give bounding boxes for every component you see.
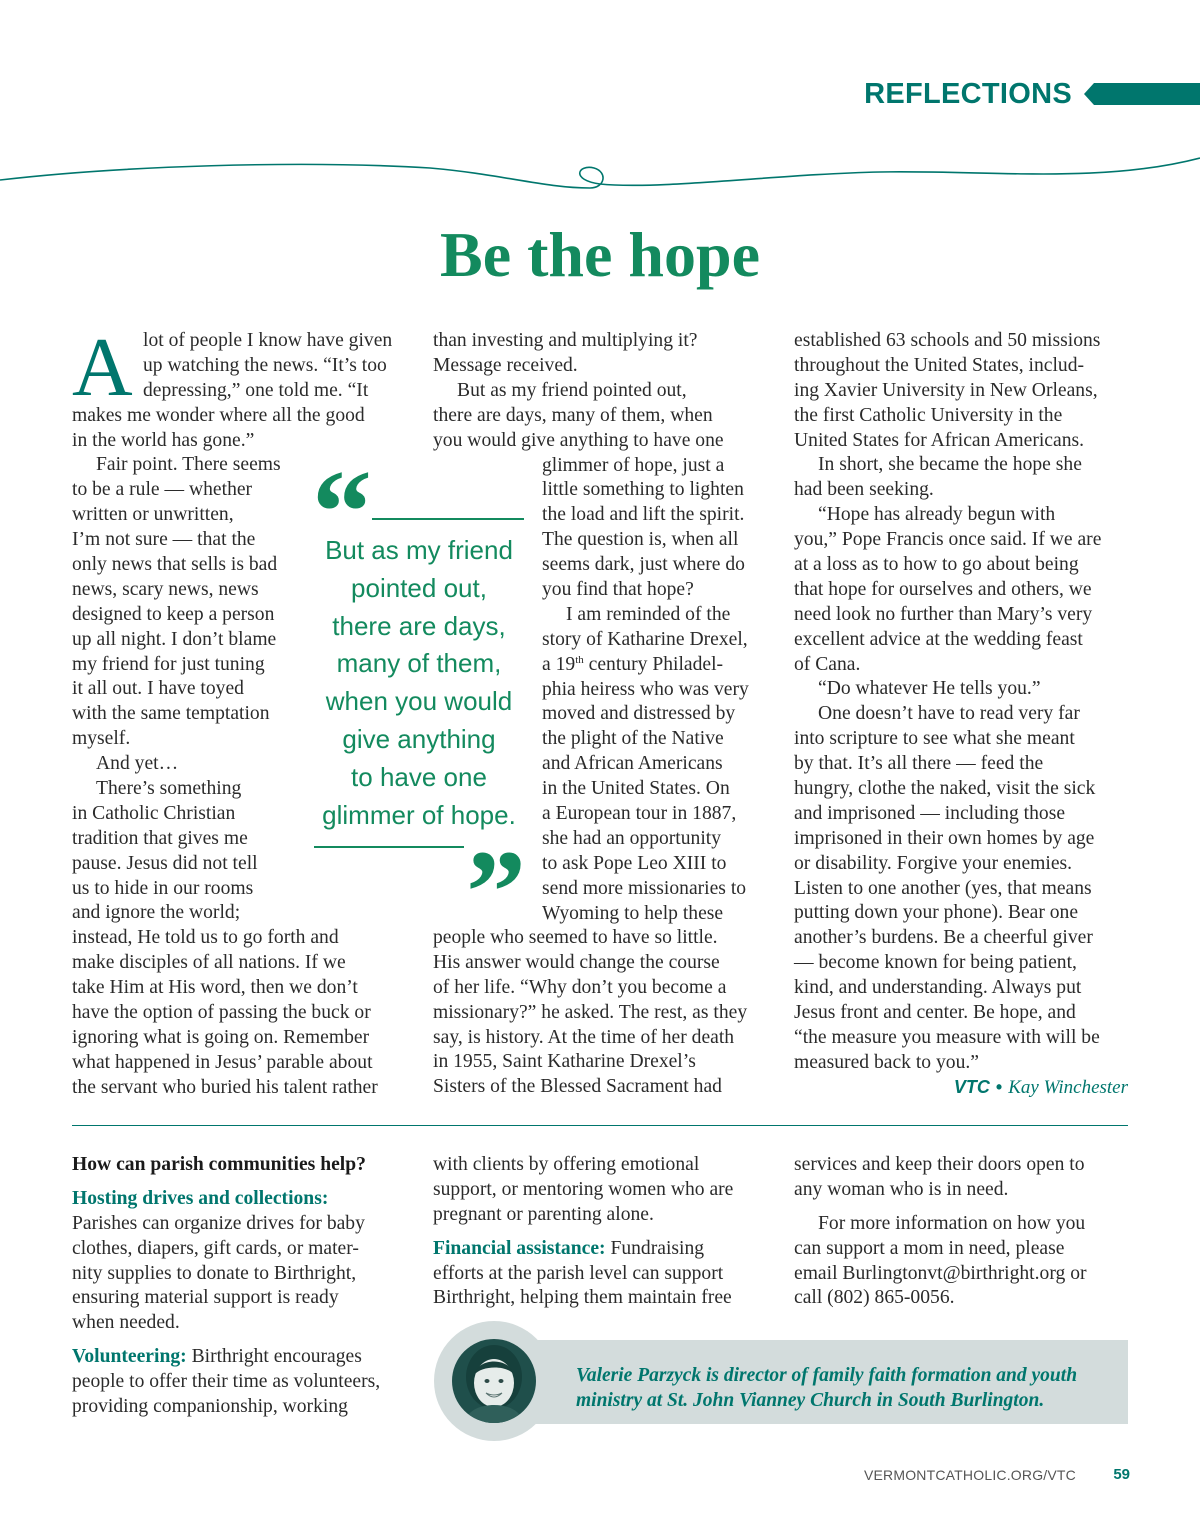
text-line: the first Catholic University in the	[794, 404, 1063, 426]
text-line: Message received.	[433, 354, 578, 376]
sidebar-term-hosting: Hosting drives and collections:	[72, 1187, 329, 1209]
author-photo-image	[452, 1339, 536, 1423]
drop-cap: A	[72, 321, 133, 414]
text-line: than investing and multiplying it?	[433, 330, 698, 351]
text-line: in 1955, Saint Katharine Drexel’s	[433, 1051, 696, 1073]
footer-url: VERMONTCATHOLIC.ORG/VTC	[863, 1467, 1076, 1483]
text-fragment: Fundraising	[605, 1237, 705, 1259]
text-line: established 63 schools and 50 missions	[794, 330, 1101, 351]
text-line: written or unwritten,	[72, 504, 234, 526]
pullquote-line: glimmer of hope.	[322, 799, 516, 830]
text-line: there are days, many of them, when	[433, 404, 713, 426]
text-line: support, or mentoring women who are	[433, 1178, 734, 1200]
text-line: news, scary news, news	[72, 578, 259, 600]
text-fragment: a 19	[542, 653, 576, 675]
text-line: missionary?” he asked. The rest, as they	[433, 1001, 748, 1023]
text-line: providing companionship, working	[72, 1396, 348, 1418]
text-line: depressing,” one told me. “It	[143, 379, 369, 401]
text-line: throughout the United States, includ-	[794, 354, 1085, 376]
text-line: another’s burdens. Be a cheerful giver	[794, 927, 1093, 949]
sidebar-term-volunteering: Volunteering:	[72, 1346, 187, 1368]
text-line: people who seemed to have so little.	[433, 927, 718, 948]
text-line: at a loss as to how to go about being	[794, 554, 1079, 576]
text-line: phia heiress who was very	[542, 678, 749, 700]
text-line: my friend for just tuning	[72, 653, 265, 675]
text-line: — become known for being patient,	[794, 952, 1077, 974]
text-line: that hope for ourselves and others, we	[794, 578, 1092, 600]
article-title: Be the hope	[440, 219, 760, 290]
text-line: Birthright, helping them maintain free	[433, 1287, 732, 1309]
text-line: seems dark, just where do	[542, 554, 745, 576]
article-column-3	[794, 329, 1101, 1076]
text-line: send more missionaries to	[542, 877, 747, 899]
text-line: people to offer their time as volunteers,	[72, 1371, 381, 1393]
text-line: But as my friend pointed out,	[457, 379, 687, 401]
sidebar-heading: How can parish communities help?	[72, 1154, 366, 1175]
text-line: Listen to one another (yes, that means	[794, 877, 1092, 899]
text-line: putting down your phone). Bear one	[794, 902, 1079, 924]
text-line: by that. It’s all there — feed the	[794, 753, 1044, 775]
text-line: of Cana.	[794, 653, 861, 675]
section-divider	[72, 1125, 1128, 1126]
text-line: in Catholic Christian	[72, 802, 236, 824]
text-line: pause. Jesus did not tell	[72, 852, 258, 874]
superscript: th	[575, 653, 584, 666]
text-line: ensuring material support is ready	[72, 1287, 339, 1309]
section-label: REFLECTIONS	[864, 78, 1072, 110]
text-line: measured back to you.”	[794, 1051, 979, 1073]
text-line: of her life. “Why don’t you become a	[433, 976, 727, 998]
text-line: story of Katharine Drexel,	[542, 628, 748, 650]
text-line: “Do whatever He tells you.”	[818, 678, 1041, 700]
text-line: you,” Pope Francis once said. If we are	[794, 529, 1102, 551]
text-line	[72, 1345, 380, 1370]
text-line: myself.	[72, 728, 131, 750]
text-line: can support a mom in need, please	[794, 1237, 1065, 1259]
text-line: One doesn’t have to read very far	[818, 703, 1080, 725]
text-line: up all night. I don’t blame	[72, 628, 277, 650]
sidebar-column-3	[794, 1153, 1087, 1311]
text-fragment: Birthright encourages	[186, 1346, 362, 1368]
text-line: United States for African Americans.	[794, 429, 1085, 451]
bio-line: ministry at St. John Vianney Church in South Burlington.	[576, 1390, 1045, 1411]
sidebar-column-1	[72, 1153, 380, 1420]
text-line: nity supplies to donate to Birthright,	[72, 1262, 357, 1284]
text-line: excellent advice at the wedding feast	[794, 628, 1083, 650]
article-column-2-narrow	[542, 454, 749, 927]
text-line: And yet…	[96, 753, 179, 775]
text-line: and ignore the world;	[72, 902, 241, 924]
article-column-2-top	[433, 329, 724, 453]
text-line: up watching the news. “It’s too	[143, 354, 387, 376]
text-line	[542, 653, 749, 678]
bio-line: Valerie Parzyck is director of family faith formation and youth	[576, 1365, 1078, 1386]
author-name: Kay Winchester	[1008, 1077, 1128, 1098]
text-line: glimmer of hope, just a	[542, 454, 725, 476]
text-line: to be a rule — whether	[72, 479, 253, 501]
text-line: in the world has gone.”	[72, 429, 255, 451]
pullquote-line: many of them,	[336, 648, 502, 679]
pullquote-line: pointed out,	[351, 572, 487, 603]
text-line: clothes, diapers, gift cards, or mater-	[72, 1237, 359, 1259]
text-line: I’m not sure — that the	[72, 529, 256, 551]
pullquote-close-mark: ”	[466, 825, 526, 958]
author-bio	[576, 1363, 1077, 1413]
text-line: in the United States. On	[542, 778, 730, 800]
decorative-swash	[0, 150, 1200, 210]
text-line: need look no further than Mary’s very	[794, 603, 1093, 625]
text-line: ing Xavier University in New Orleans,	[794, 379, 1098, 401]
sidebar-term-financial: Financial assistance:	[433, 1237, 606, 1259]
text-line: hungry, clothe the naked, visit the sick	[794, 778, 1096, 800]
text-line: Sisters of the Blessed Sacrament had	[433, 1076, 722, 1098]
text-line: with clients by offering emotional	[433, 1154, 700, 1175]
text-line: moved and distressed by	[542, 703, 736, 725]
author-photo	[452, 1339, 536, 1423]
text-line: when needed.	[72, 1312, 180, 1334]
section-tab-decoration	[1084, 83, 1200, 105]
text-line: you find that hope?	[542, 578, 694, 600]
text-line: and African Americans	[542, 753, 723, 775]
pullquote-rule-top	[372, 518, 524, 520]
text-line: kind, and understanding. Always put	[794, 977, 1082, 999]
text-fragment: century Philadel-	[583, 653, 724, 675]
text-line: into scripture to see what she meant	[794, 728, 1075, 750]
text-line: make disciples of all nations. If we	[72, 952, 346, 974]
article-column-2-bottom	[433, 926, 747, 1100]
author-signoff	[954, 1077, 1128, 1099]
text-line: Parishes can organize drives for baby	[72, 1212, 365, 1234]
text-line: she had an opportunity	[542, 827, 722, 849]
text-line: it all out. I have toyed	[72, 678, 244, 700]
text-line: you would give anything to have one	[433, 429, 724, 451]
pullquote-line: there are days,	[332, 610, 506, 641]
pullquote-line: give anything	[342, 723, 496, 754]
text-line: any woman who is in need.	[794, 1178, 1009, 1200]
pullquote-line: But as my friend	[325, 535, 513, 565]
text-line: In short, she became the hope she	[818, 454, 1082, 476]
text-line: say, is history. At the time of her death	[433, 1026, 735, 1048]
text-line: imprisoned in their own homes by age	[794, 827, 1095, 849]
pullquote-line: when you would	[325, 686, 513, 717]
text-line: pregnant or parenting alone.	[433, 1203, 654, 1225]
pullquote-line: to have one	[351, 761, 487, 792]
brand-mark: VTC	[953, 1077, 990, 1097]
text-line: and imprisoned — including those	[794, 802, 1066, 824]
text-line: For more information on how you	[818, 1212, 1086, 1234]
sidebar-column-2	[433, 1153, 733, 1311]
text-line: ignoring what is going on. Remember	[72, 1026, 370, 1048]
text-line: There’s something	[96, 778, 242, 800]
text-line: services and keep their doors open to	[794, 1154, 1085, 1175]
text-line: Fair point. There seems	[96, 454, 281, 476]
pullquote	[314, 532, 524, 834]
text-line: Jesus front and center. Be hope, and	[794, 1002, 1076, 1024]
text-line: instead, He told us to go forth and	[72, 927, 339, 949]
pullquote-rule-bottom	[314, 846, 464, 848]
text-line: designed to keep a person	[72, 603, 275, 625]
text-line: only news that sells is bad	[72, 554, 278, 576]
text-line: a European tour in 1887,	[542, 802, 737, 824]
text-line: call (802) 865-0056.	[794, 1287, 955, 1309]
text-line: Wyoming to help these	[542, 902, 724, 924]
text-line: the plight of the Native	[542, 728, 724, 750]
text-line: efforts at the parish level can support	[433, 1262, 724, 1284]
pullquote-open-mark: “	[312, 445, 372, 578]
text-line: email Burlingtonvt@birthright.org or	[794, 1262, 1087, 1284]
text-line: little something to lighten	[542, 479, 744, 501]
text-line: what happened in Jesus’ parable about	[72, 1051, 373, 1073]
text-line: with the same temptation	[72, 703, 270, 725]
text-line: or disability. Forgive your enemies.	[794, 852, 1073, 874]
text-line: the servant who buried his talent rather	[72, 1076, 378, 1098]
text-line: had been seeking.	[794, 479, 934, 501]
separator: •	[995, 1077, 1003, 1097]
page-number: 59	[1113, 1466, 1130, 1483]
text-line: tradition that gives me	[72, 827, 248, 849]
text-line: The question is, when all	[542, 529, 739, 551]
text-line: His answer would change the course	[433, 951, 720, 973]
text-line: I am reminded of the	[566, 603, 731, 625]
text-line: to ask Pope Leo XIII to	[542, 852, 727, 874]
text-line: take Him at His word, then we don’t	[72, 977, 358, 999]
text-line: makes me wonder where all the good	[72, 404, 365, 426]
text-line: “the measure you measure with will be	[794, 1026, 1100, 1048]
text-line: lot of people I know have given	[143, 330, 393, 351]
text-line	[433, 1237, 733, 1262]
text-line: have the option of passing the buck or	[72, 1002, 371, 1024]
text-line: us to hide in our rooms	[72, 877, 254, 899]
text-line: the load and lift the spirit.	[542, 504, 745, 526]
text-line: “Hope has already begun with	[818, 504, 1056, 526]
